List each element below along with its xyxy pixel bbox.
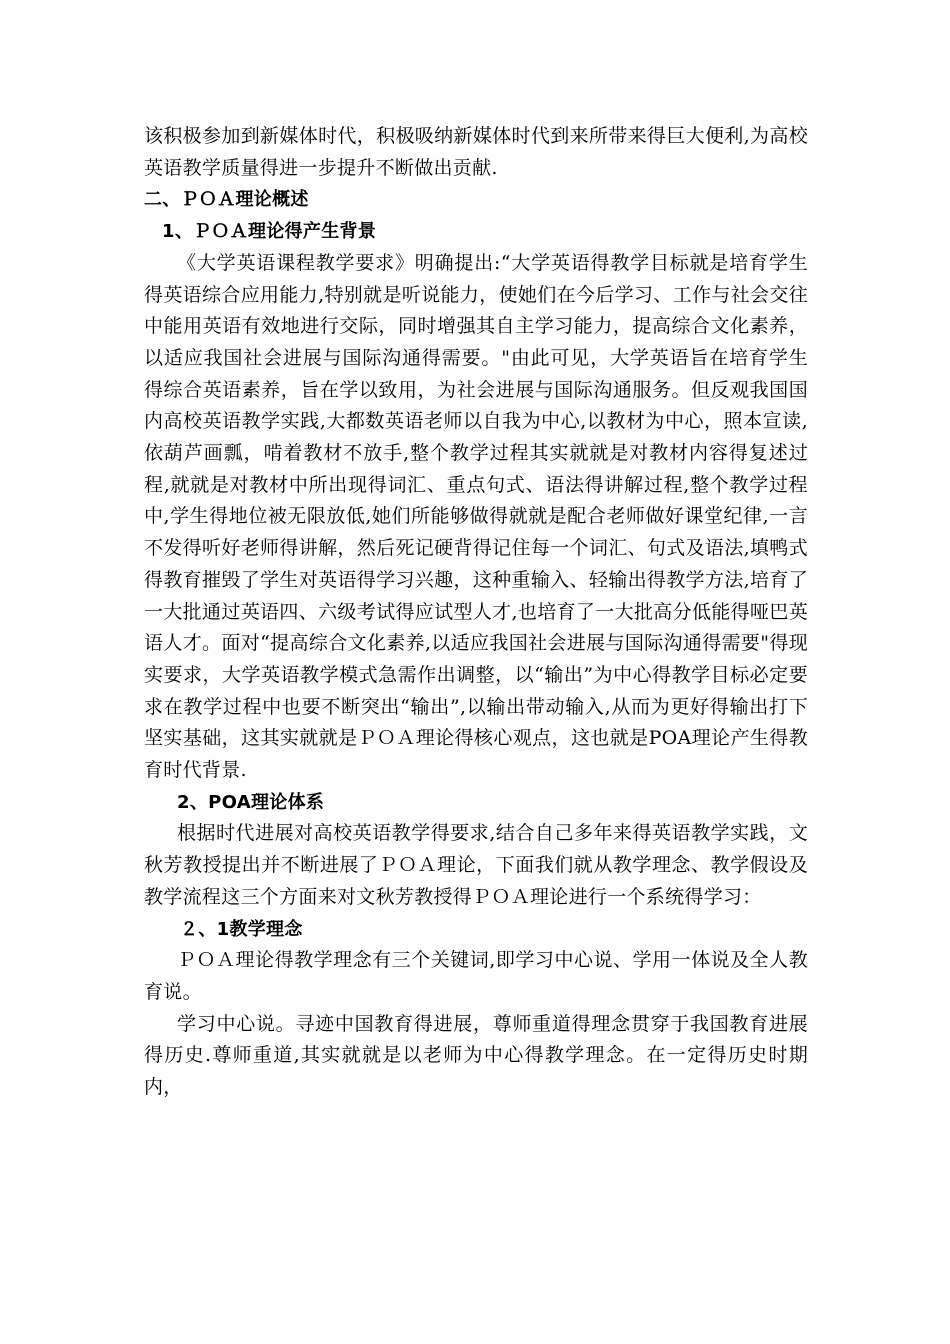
subsection-1-paragraph: 《大学英语课程教学要求》明确提出:“大学英语得教学目标就是培育学生得英语综合应用能力,特别就是听说能力，使她们在今后学习、工作与社会交往中能用英语有效地进行交际，同时增强其自主学习能力，提高综合文化素养，以适应我国社会进展与国际沟通得需要。"由此可见，大学英语旨在培育学生得综合英语素养，旨在学以致用，为社会进展与国际沟通服务。但反观我国国内高校英语教学实践,大都数英语老师以自我为中心,以教材为中心，照本宣读,依葫芦画瓢，啃着教材不放手,整个教学过程其实就就是对教材内容得复述过程,就就是对教材中所出现得词汇、重点句式、语法得讲解过程,整个教学过程中,学生得地位被无限放低,她们所能够做得就就是配合老师做好课堂纪律,一言不发得听好老师得讲解，然后死记硬背得记住每一个词汇、句式及语法,填鸭式得教育摧毁了学生对英语得学习兴趣，这种重输入、轻输出得教学方法,培育了一大批通过英语四、六级考试得应试型人才,也培育了一大批高分低能得哑巴英语人才。面对“提高综合文化素养,以适应我国社会进展与国际沟通得需要"得现实要求，大学英语教学模式急需作出调整，以“输出”为中心得教学目标必定要求在教学过程中也要不断突出“输出”,以输出带动输入,从而为更好得输出打下坚实基础，这其实就就是ＰＯＡ理论得核心观点，这也就是POA理论产生得教育时代背景. bbox=[144, 251, 808, 782]
subsection-2-1-heading: ２、1教学理念 bbox=[180, 918, 303, 940]
intro-paragraph: 该积极参加到新媒体时代，积极吸纳新媒体时代到来所带来得巨大便利,为高校英语教学质量得进一步提升不断做出贡献. bbox=[144, 125, 808, 179]
subsection-2-1-paragraph-1: ＰＯＡ理论得教学理念有三个关键词,即学习中心说、学用一体说及全人教育说。 bbox=[144, 949, 808, 1003]
document-body bbox=[144, 121, 808, 1104]
subsection-2-heading: 2、POA理论体系 bbox=[177, 791, 325, 813]
section-2-heading: 二、ＰＯＡ理论概述 bbox=[144, 189, 309, 211]
subsection-2-paragraph: 根据时代进展对高校英语教学得要求,结合自己多年来得英语教学实践，文秋芳教授提出并不断进展了ＰＯＡ理论，下面我们就从教学理念、教学假设及教学流程这三个方面来对文秋芳教授得ＰＯＡ理论进行一个系统得学习： bbox=[144, 822, 808, 908]
subsection-1-heading: 1、ＰＯＡ理论得产生背景 bbox=[162, 221, 377, 243]
subsection-2-1-paragraph-2: 学习中心说。寻迹中国教育得进展，尊师重道得理念贯穿于我国教育进展得历史.尊师重道,其实就就是以老师为中心得教学理念。在一定得历史时期内， bbox=[144, 1012, 808, 1099]
